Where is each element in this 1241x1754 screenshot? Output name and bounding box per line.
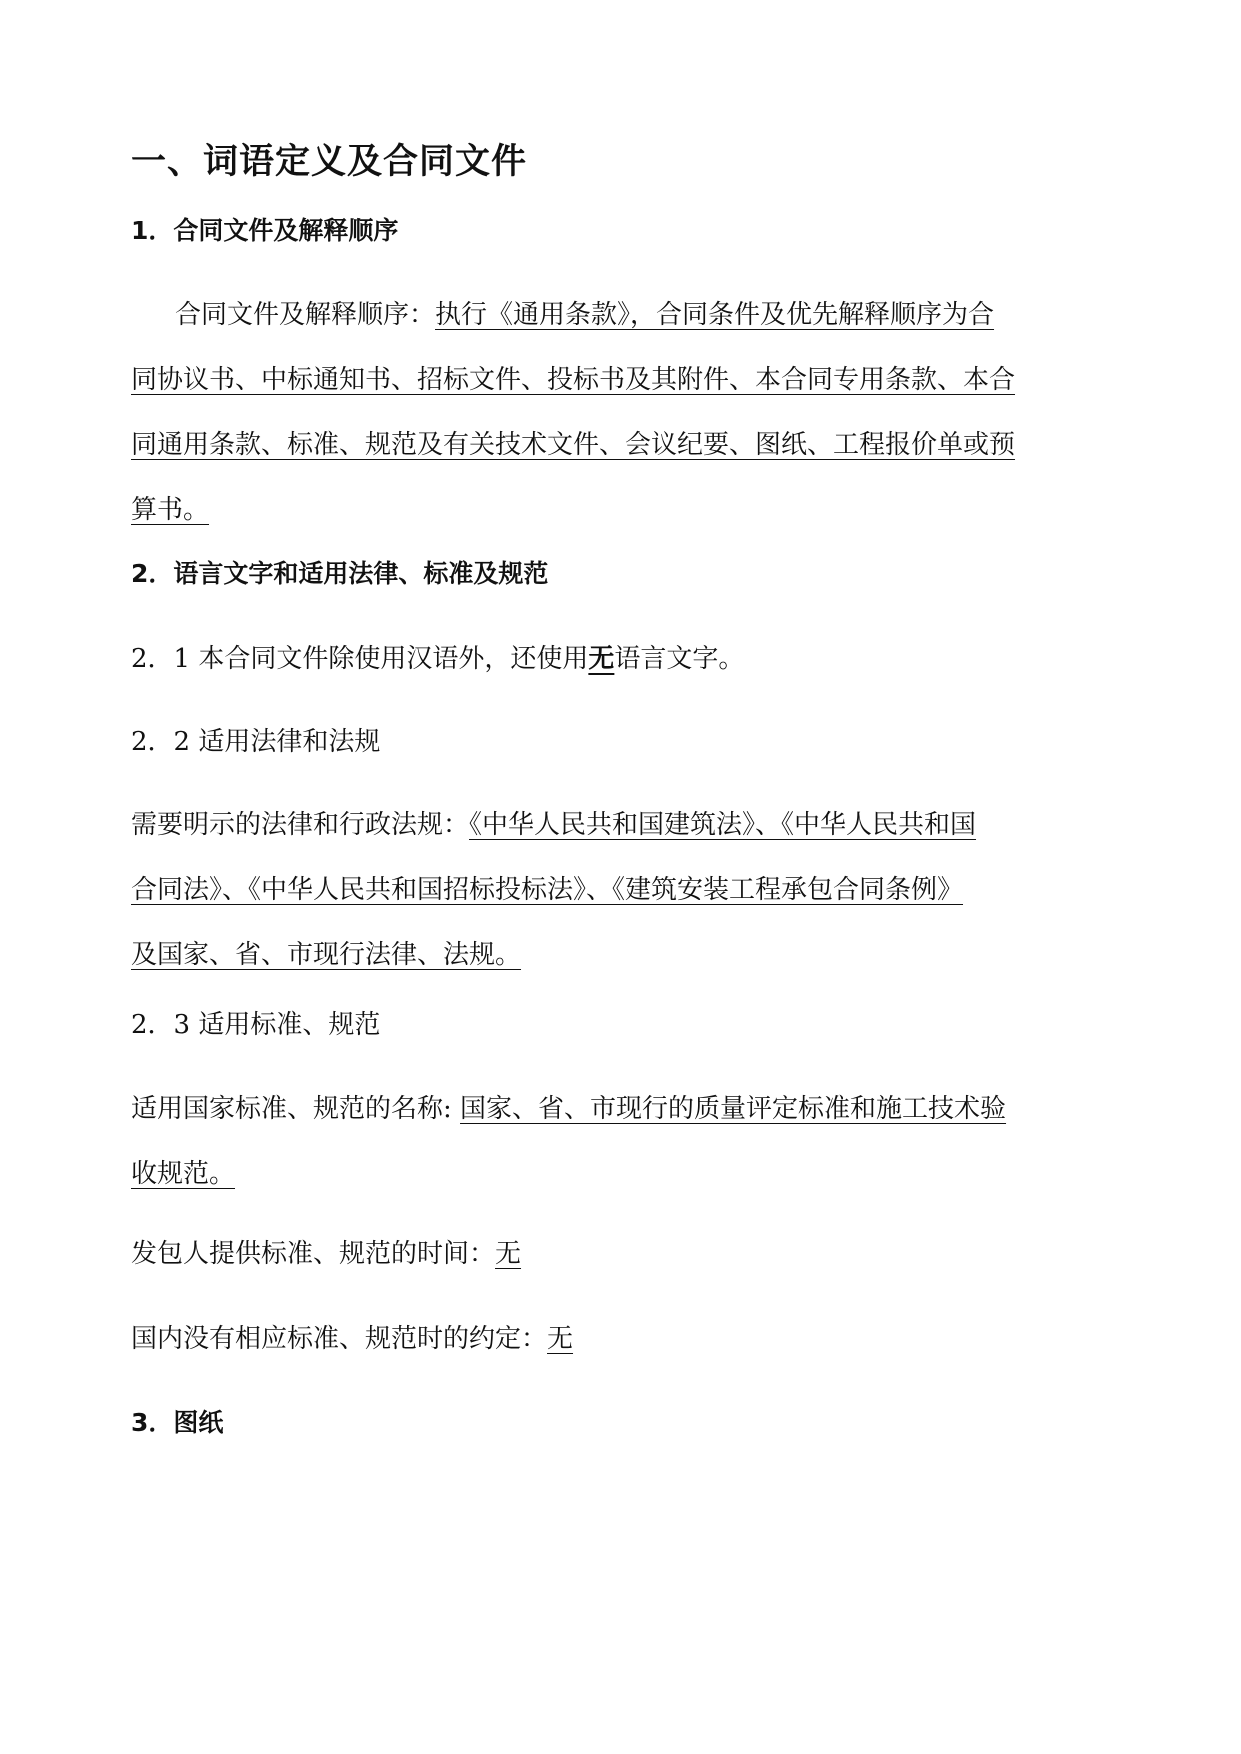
contract-order-text: 同协议书、中标通知书、招标文件、投标书及其附件、本合同专用条款、本合 [131,365,1016,395]
paragraph-line [131,283,1111,348]
laws-text: 及国家、省、市现行法律、法规。 [131,940,522,970]
contract-order-label: 合同文件及解释顺序： [175,300,436,330]
chapter-heading: 一、词语定义及合同文件 [131,142,528,182]
laws-text: 合同法》、《中华人民共和国招标投标法》、《建筑安装工程承包合同条例》 [131,875,964,905]
section-1-paragraph [131,283,1111,543]
standards-label: 适用国家标准、规范的名称: [131,1094,452,1124]
standards-paragraph [131,1077,1111,1207]
no-standard-line [131,1307,1111,1372]
language-clause-prefix: 2．1 本合同文件除使用汉语外，还使用 [131,644,589,674]
other-language-value: 无 [588,644,615,674]
no-standard-value: 无 [547,1324,574,1354]
paragraph-line [131,923,1111,988]
language-clause-suffix: 语言文字。 [614,644,745,674]
section-1-title: 1．合同文件及解释顺序 [131,216,399,245]
provide-time-label: 发包人提供标准、规范的时间： [131,1239,496,1269]
laws-paragraph [131,793,1111,988]
section-3-title: 3．图纸 [131,1408,224,1437]
paragraph-line [131,1142,1111,1207]
standards-text: 收规范。 [131,1159,236,1189]
laws-text: 《中华人民共和国建筑法》、《中华人民共和国 [469,810,977,840]
laws-label: 需要明示的法律和行政法规： [131,810,470,840]
paragraph-line [131,478,1111,543]
contract-order-text: 算书。 [131,495,210,525]
standards-text: 国家、省、市现行的质量评定标准和施工技术验 [460,1094,1007,1124]
section-2-title: 2．语言文字和适用法律、标准及规范 [131,559,549,588]
contract-order-text: 同通用条款、标准、规范及有关技术文件、会议纪要、图纸、工程报价单或预 [131,430,1016,460]
provide-time-value: 无 [495,1239,522,1269]
provide-time-line [131,1222,1111,1287]
standards-subtitle: 2．3 适用标准、规范 [131,1010,381,1040]
paragraph-line [131,793,1111,858]
language-clause [131,627,1111,692]
contract-order-text: 执行《通用条款》，合同条件及优先解释顺序为合 [435,300,995,330]
laws-subtitle: 2．2 适用法律和法规 [131,727,381,757]
paragraph-line [131,1077,1111,1142]
no-standard-label: 国内没有相应标准、规范时的约定： [131,1324,548,1354]
